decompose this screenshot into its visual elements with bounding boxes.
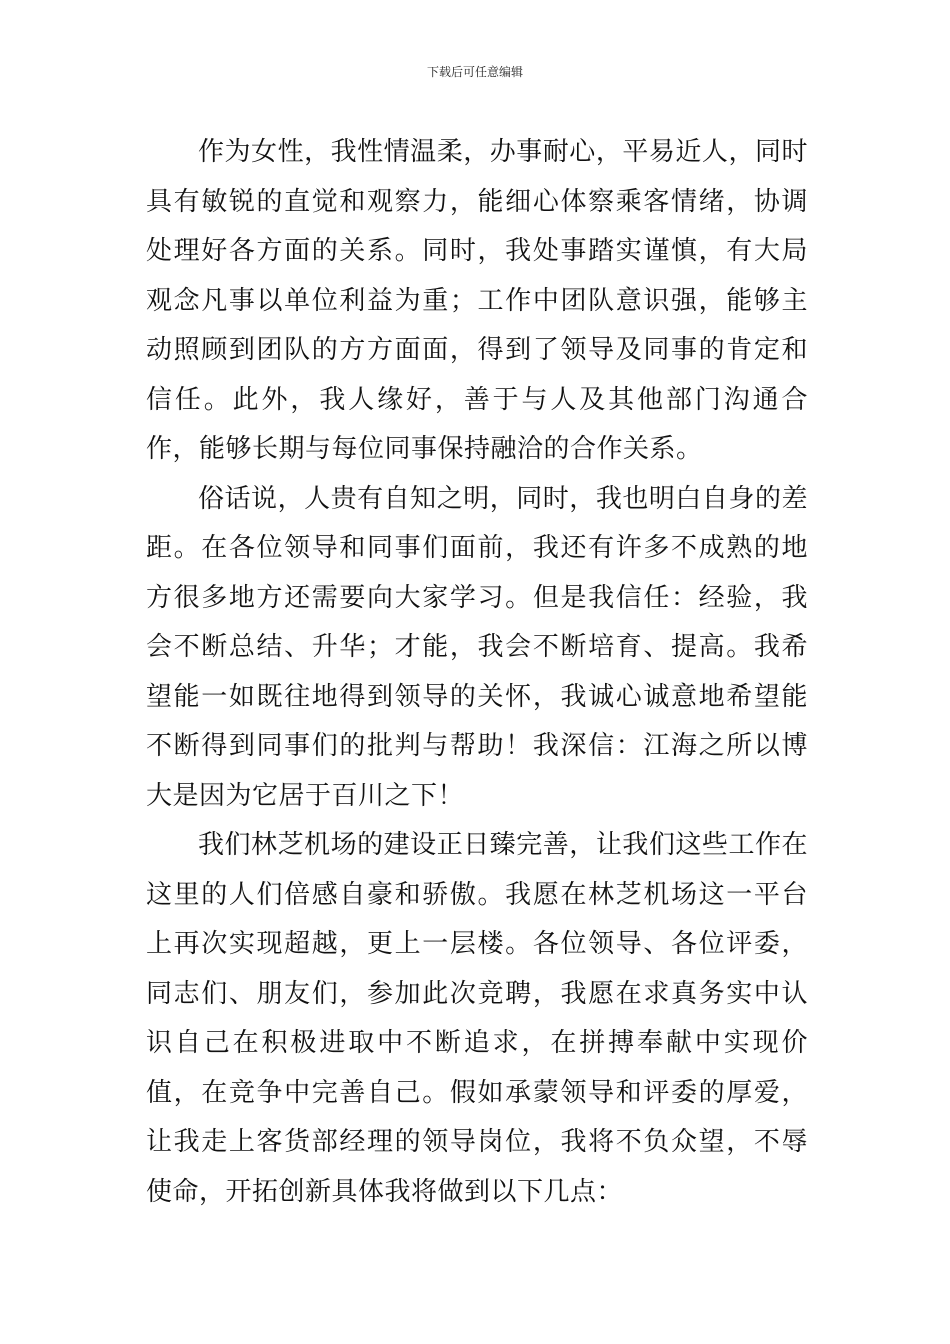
paragraph-3: 我们林芝机场的建设正日臻完善，让我们这些工作在这里的人们倍感自豪和骄傲。我愿在林芝机场这一平台上再次实现超越，更上一层楼。各位领导、各位评委，同志们、朋友们，参加此次竞聘，我愿在求真务实中认识自己在积极进取中不断追求，在拼搏奉献中实现价值，在竞争中完善自己。假如承蒙领导和评委的厚爱，让我走上客货部经理的领导岗位，我将不负众望，不辱使命，开拓创新具体我将做到以下几点： (146, 830, 808, 1207)
document-body (146, 128, 808, 1217)
paragraph-2: 俗话说，人贵有自知之明，同时，我也明白自身的差距。在各位领导和同事们面前，我还有许多不成熟的地方很多地方还需要向大家学习。但是我信任：经验，我会不断总结、升华；才能，我会不断培育、提高。我希望能一如既往地得到领导的关怀，我诚心诚意地希望能不断得到同事们的批判与帮助！我深信：江海之所以博大是因为它居于百川之下！ (146, 483, 808, 811)
paragraph-1: 作为女性，我性情温柔，办事耐心，平易近人，同时具有敏锐的直觉和观察力，能细心体察乘客情绪，协调处理好各方面的关系。同时，我处事踏实谨慎，有大局观念凡事以单位利益为重；工作中团队意识强，能够主动照顾到团队的方方面面，得到了领导及同事的肯定和信任。此外，我人缘好，善于与人及其他部门沟通合作，能够长期与每位同事保持融洽的合作关系。 (146, 137, 808, 464)
page-header-note: 下载后可任意编辑 (426, 65, 523, 79)
